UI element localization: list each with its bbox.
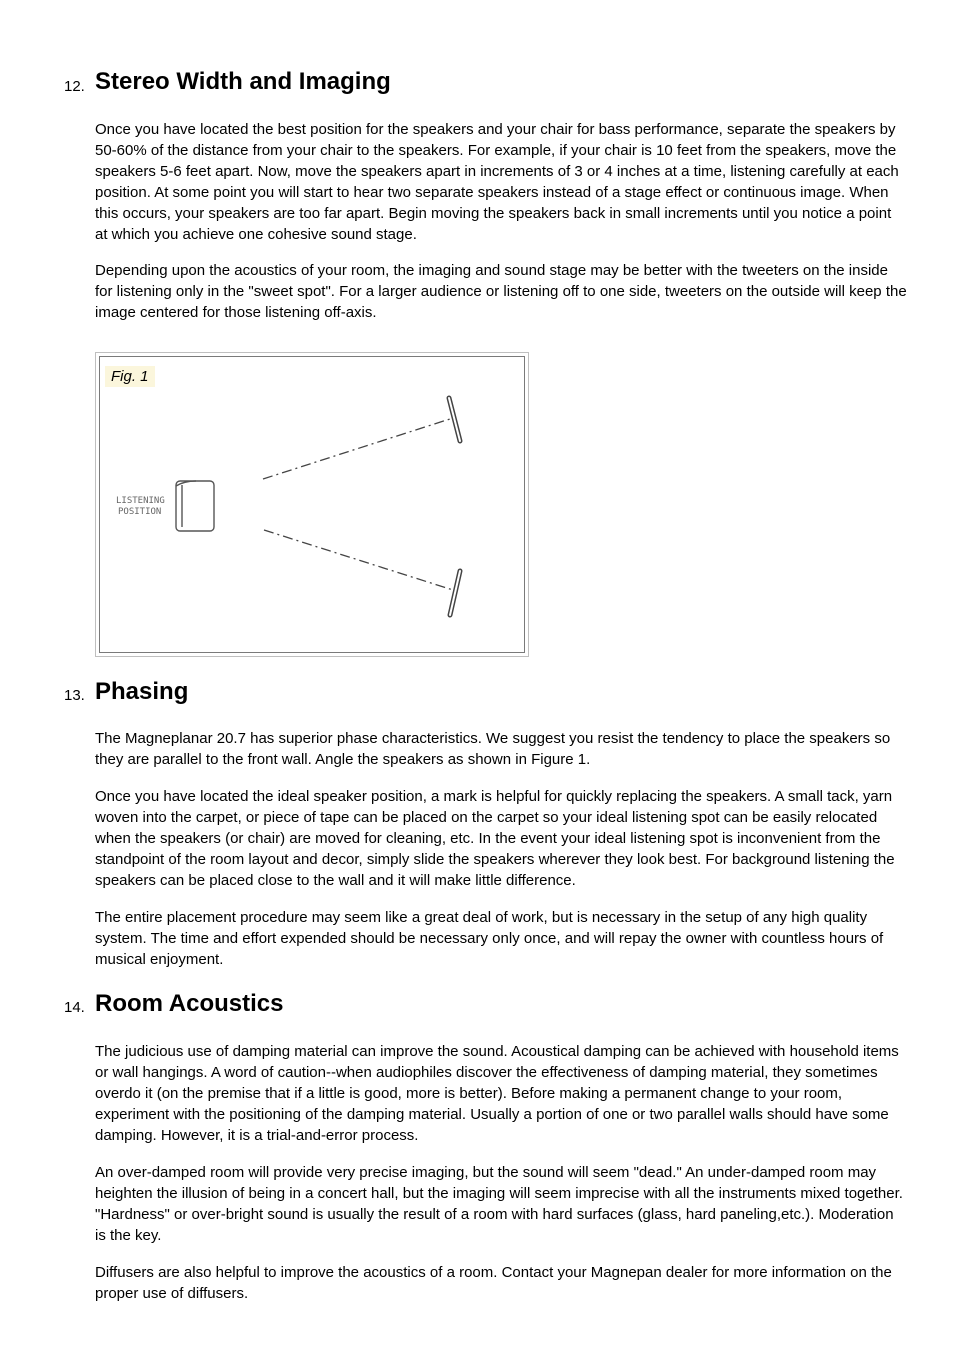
section-title: Room Acoustics xyxy=(95,990,284,1017)
listening-position-label: LISTENING xyxy=(116,496,165,506)
paragraph: The Magneplanar 20.7 has superior phase characteristics. We suggest you resist the tendency to place the speakers so they are parallel to the front wall. Angle the speakers as shown in Figure 1. xyxy=(95,730,891,768)
speaker-placement-diagram xyxy=(96,353,530,658)
figure-label: Fig. 1 xyxy=(105,366,155,387)
speaker-upper-icon xyxy=(449,398,460,441)
figure-1 xyxy=(95,352,529,657)
sound-line-lower xyxy=(264,530,453,590)
sound-line-upper xyxy=(263,418,453,479)
listening-position-label: POSITION xyxy=(118,507,162,517)
paragraph: Once you have located the ideal speaker position, a mark is helpful for quickly replacing the speakers. A small tack, yarn woven into the carpet, or piece of tape can be placed on the carpet so your ideal listening spot can be easily relocated when the speakers (or chair) are moved for cleaning, etc. In the event your ideal listening spot is inconvenient from the standpoint of the room layout and decor, simply slide the speakers wherever they look best. For background listening the speakers can be placed close to the wall and it will make little difference. xyxy=(95,788,895,889)
chair-icon xyxy=(176,481,214,531)
paragraph: Once you have located the best position for the speakers and your chair for bass performance, separate the speakers by 50-60% of the distance from your chair to the speakers. For example, if your chair is 10 feet from the speakers, move the speakers 5-6 feet apart. Now, move the speakers apart in increments of 3 or 4 inches at a time, listening carefully at each position. At some point you will start to hear two separate speakers instead of a stage effect or continuous image. When this occurs, your speakers are too far apart. Begin moving the speakers back in small increments until you notice a point at which you achieve one cohesive sound stage. xyxy=(95,121,899,243)
section-number: 13. xyxy=(64,687,85,704)
paragraph: The entire placement procedure may seem like a great deal of work, but is necessary in the setup of any high quality system. The time and effort expended should be necessary only once, and will repay the owner with countless hours of musical enjoyment. xyxy=(95,909,884,968)
section-title: Phasing xyxy=(95,678,189,705)
paragraph: The judicious use of damping material can improve the sound. Acoustical damping can be achieved with household items or wall hangings. A word of caution--when audiophiles discover the effectiveness of damping material, they sometimes overdo it (on the premise that if a little is good, more is better). Before making a permanent change to your room, experiment with the positioning of the damping material. Usually a portion of one or two parallel walls should have some damping. However, it is a trial-and-error process. xyxy=(95,1043,899,1144)
paragraph: Diffusers are also helpful to improve the acoustics of a room. Contact your Magnepan dealer for more information on the proper use of diffusers. xyxy=(95,1264,892,1302)
paragraph: Depending upon the acoustics of your room, the imaging and sound stage may be better with the tweeters on the inside for listening only in the "sweet spot". For a larger audience or listening off to one side, tweeters on the outside will keep the image centered for those listening off-axis. xyxy=(95,262,907,321)
section-title: Stereo Width and Imaging xyxy=(95,68,391,95)
section-number: 14. xyxy=(64,999,85,1016)
paragraph: An over-damped room will provide very precise imaging, but the sound will seem "dead." An under-damped room may heighten the illusion of being in a concert hall, but the imaging will seem imprecise with all the instruments mixed together. "Hardness" or over-bright sound is usually the result of a room with hard surfaces (glass, hard paneling,etc.). Moderation is the key. xyxy=(95,1164,903,1244)
speaker-lower-icon xyxy=(450,571,460,615)
section-number: 12. xyxy=(64,78,85,95)
